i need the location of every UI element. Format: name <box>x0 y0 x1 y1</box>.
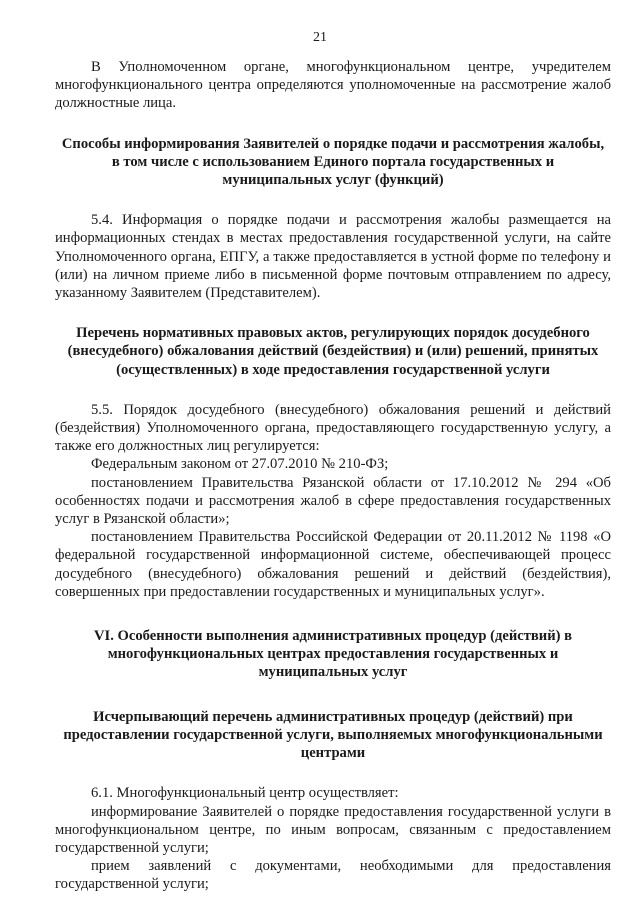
heading-mfc-procedures: Исчерпывающий перечень административных процедур (действий) при предоставлении государственной услуги, выполняемых многофункциональными центрами <box>63 708 603 762</box>
paragraph-ryazan-resolution: постановлением Правительства Рязанской области от 17.10.2012 № 294 «Об особенностях подачи и рассмотрения жалоб в сфере предоставления государственных услуг в Рязанской области»; <box>55 474 611 528</box>
paragraph-reception: прием заявлений с документами, необходимыми для предоставления государственной услуги; <box>55 858 611 893</box>
paragraph-federal-law: Федеральным законом от 27.07.2010 № 210-ФЗ; <box>91 456 389 473</box>
paragraph-rf-resolution: постановлением Правительства Российской Федерации от 20.11.2012 № 1198 «О федеральной государственной информационной системе, обеспечивающей процесс досудебного (внесудебного) обжалования решений и действий (бездействия), совершенных при предоставлении государственных и муниципальных услуг». <box>55 529 611 600</box>
spacer <box>55 762 611 784</box>
heading-section-vi: VI. Особенности выполнения административных процедур (действий) в многофункциональных центрах предоставления государственных и муниципальных услуг <box>94 628 572 681</box>
document-body <box>55 58 611 894</box>
spacer <box>55 302 611 324</box>
paragraph-complaint-officials: В Уполномоченном органе, многофункциональном центре, учредителем многофункционального центра определяются уполномоченные на рассмотрение жалоб должностные лица. <box>55 59 611 112</box>
heading-legal-acts: Перечень нормативных правовых актов, регулирующих порядок досудебного (внесудебного) обжалования действий (бездействия) и (или) решений, принятых (осуществленных) в ходе предоставления государственной услуги <box>67 325 599 378</box>
paragraph-5-5: 5.5. Порядок досудебного (внесудебного) обжалования решений и действий (бездействия) Уполномоченного органа, предоставляющего государственную услугу, а также его должностных лиц регулируется: <box>55 401 611 455</box>
spacer <box>55 601 611 627</box>
paragraph-5-4: 5.4. Информация о порядке подачи и рассмотрения жалобы размещается на информационных стендах в местах предоставления государственной услуги, на сайте Уполномоченного органа, ЕПГУ, а также предоставляется в устной форме по телефону и (или) на личном приеме либо в письменной форме почтовым отправлением по адресу, указанному Заявителем (Представителем). <box>55 212 611 302</box>
paragraph-informing: информирование Заявителей о порядке предоставления государственной услуги в многофункциональном центре, по иным вопросам, связанным с предоставлением государственной услуги; <box>55 803 611 856</box>
page-number: 21 <box>313 30 327 45</box>
spacer <box>55 682 611 708</box>
paragraph-6-1: 6.1. Многофункциональный центр осуществляет: <box>91 785 399 802</box>
spacer <box>55 113 611 135</box>
spacer <box>55 379 611 401</box>
spacer <box>55 189 611 211</box>
heading-informing-methods: Способы информирования Заявителей о порядке подачи и рассмотрения жалобы, в том числе с использованием Единого портала государственных и муниципальных услуг (функций) <box>61 135 605 189</box>
